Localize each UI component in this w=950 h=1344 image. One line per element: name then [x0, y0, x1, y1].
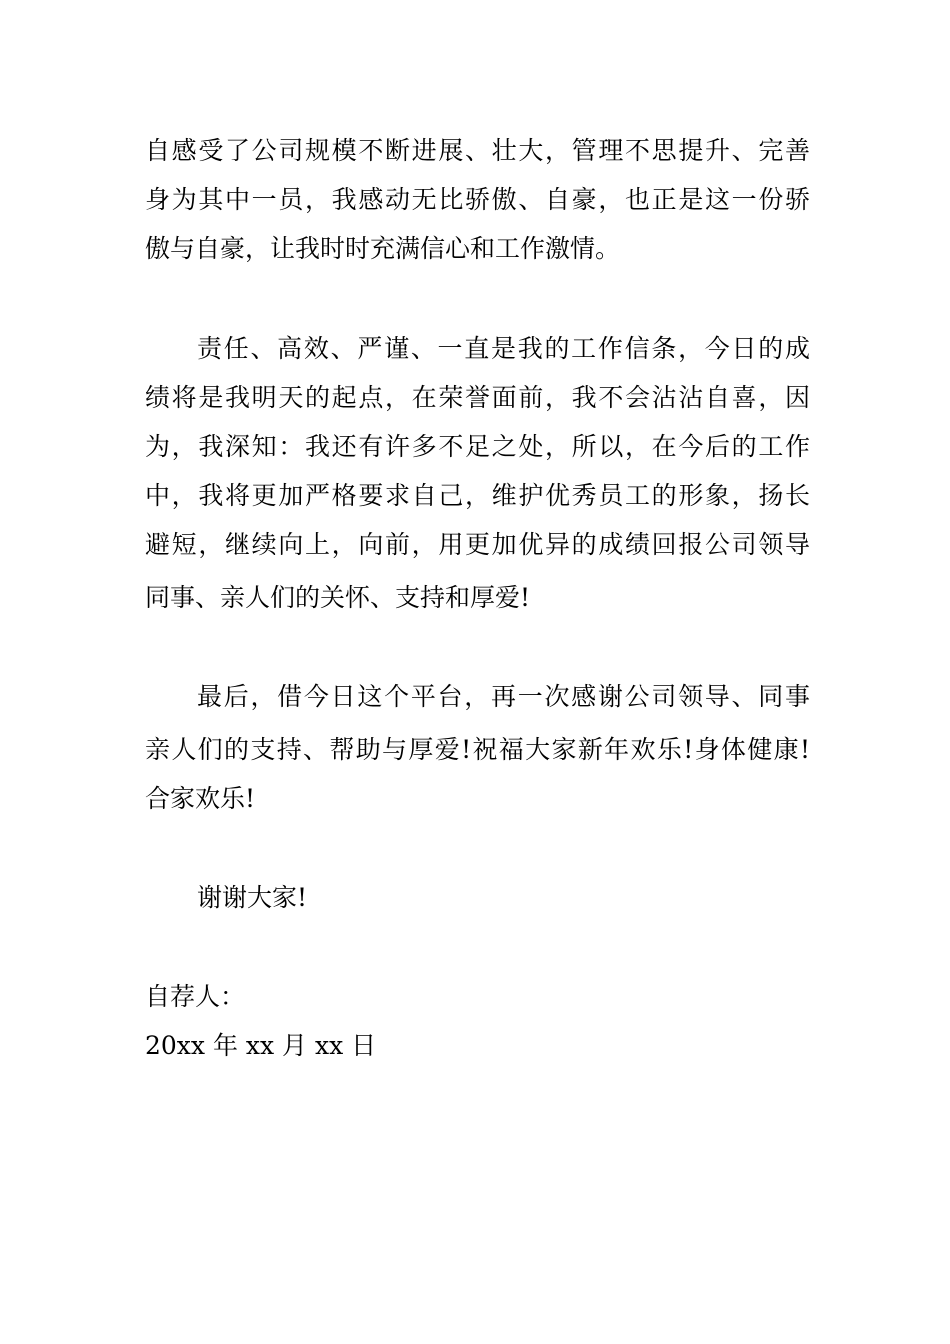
paragraph-2-line-3: 为，我深知：我还有许多不足之处，所以，在今后的工作: [145, 432, 810, 461]
paragraph-2-line-2: 绩将是我明天的起点，在荣誉面前，我不会沾沾自喜，因: [145, 383, 810, 412]
paragraph-3-line-2: 亲人们的支持、帮助与厚爱!祝福大家新年欢乐!身体健康!: [145, 735, 810, 764]
paragraph-2-line-6: 同事、亲人们的关怀、支持和厚爱!: [145, 583, 531, 612]
paragraph-2-line-1: 责任、高效、严谨、一直是我的工作信条，今日的成: [197, 334, 810, 363]
paragraph-2-line-5: 避短，继续向上，向前，用更加优异的成绩回报公司领导: [145, 530, 810, 559]
paragraph-2-line-4: 中，我将更加严格要求自己，维护优秀员工的形象，扬长: [145, 481, 810, 510]
paragraph-3-line-3: 合家欢乐!: [145, 784, 256, 813]
signature-label: 自荐人：: [145, 982, 246, 1011]
paragraph-1-line-1: 自感受了公司规模不断进展、壮大，管理不思提升、完善: [145, 136, 810, 165]
paragraph-1-line-3: 傲与自豪，让我时时充满信心和工作激情。: [145, 234, 621, 263]
paragraph-1-line-2: 身为其中一员，我感动无比骄傲、自豪，也正是这一份骄: [145, 185, 810, 214]
signature-date: 20xx 年 xx 月 xx 日: [145, 1031, 377, 1060]
thanks-line: 谢谢大家!: [197, 883, 308, 912]
paragraph-3-line-1: 最后，借今日这个平台，再一次感谢公司领导、同事: [197, 682, 810, 711]
